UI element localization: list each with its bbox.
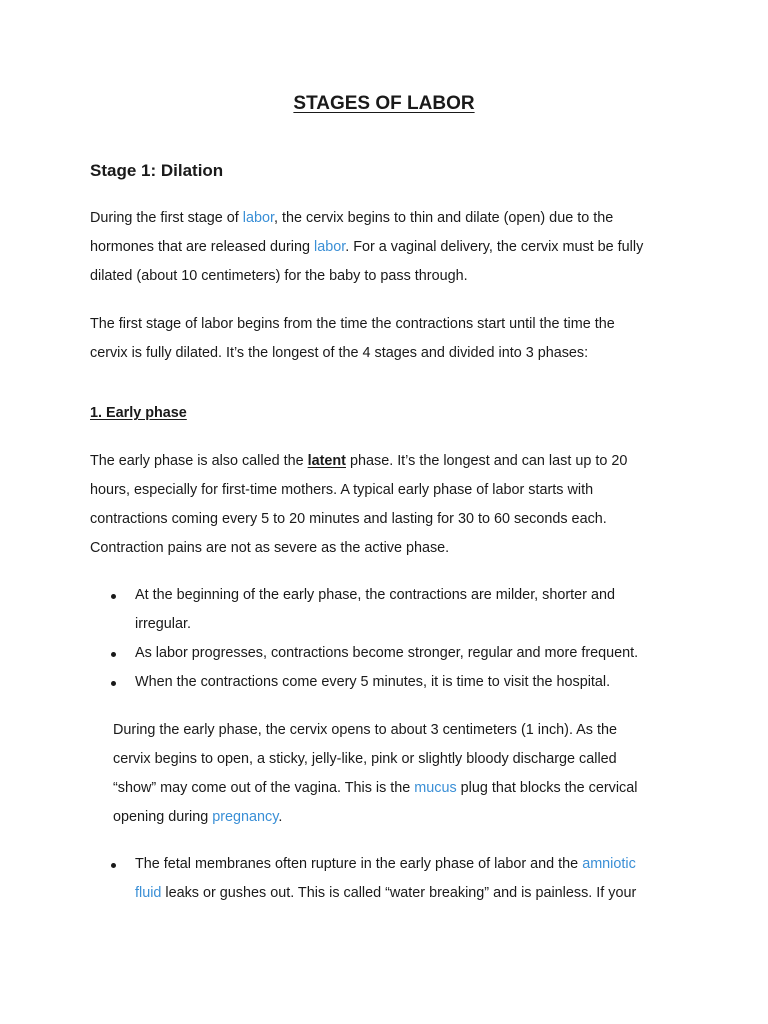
fluid-link[interactable]: fluid	[135, 885, 162, 901]
labor-link[interactable]: labor	[242, 210, 274, 226]
text-line: The fetal membranes often rupture in the early phase of labor and the amniotic	[135, 856, 636, 872]
bullet-icon	[111, 594, 116, 599]
bullet-icon	[111, 681, 116, 686]
page-title: STAGES OF LABOR	[293, 93, 475, 114]
list-item	[135, 668, 610, 697]
text-line: opening during pregnancy.	[113, 809, 283, 825]
text-line: “show” may come out of the vagina. This is the mucus plug that blocks the cervical	[113, 780, 638, 796]
text-line: At the beginning of the early phase, the contractions are milder, shorter and	[135, 587, 615, 603]
text-line: cervix is fully dilated. It’s the longest of the 4 stages and divided into 3 phases:	[90, 345, 589, 361]
stage-heading: Stage 1: Dilation	[90, 161, 224, 180]
latent-term: latent	[307, 453, 346, 469]
text-line: dilated (about 10 centimeters) for the baby to pass through.	[90, 268, 468, 284]
text-line: contractions coming every 5 to 20 minutes and lasting for 30 to 60 seconds each.	[90, 511, 607, 527]
paragraph-dilation-intro	[90, 204, 643, 291]
text-line: When the contractions come every 5 minutes, it is time to visit the hospital.	[135, 674, 611, 690]
text-line: hours, especially for first-time mothers. A typical early phase of labor starts with	[90, 482, 594, 498]
text-line: The early phase is also called the latent phase. It’s the longest and can last up to 20	[90, 453, 628, 469]
list-item	[135, 639, 638, 668]
text-line: Contraction pains are not as severe as the active phase.	[90, 540, 450, 556]
paragraph-first-stage	[90, 310, 615, 368]
text-line: The first stage of labor begins from the time the contractions start until the time the	[90, 316, 615, 332]
amniotic-link[interactable]: amniotic	[582, 856, 636, 872]
paragraph-early-phase	[90, 447, 627, 563]
text-line: During the early phase, the cervix opens to about 3 centimeters (1 inch). As the	[113, 722, 617, 738]
bullet-icon	[111, 652, 116, 657]
text-line: cervix begins to open, a sticky, jelly-like, pink or slightly bloody discharge called	[113, 751, 617, 767]
early-phase-heading: 1. Early phase	[90, 405, 187, 421]
text-line: During the first stage of labor, the cervix begins to thin and dilate (open) due to the	[90, 210, 614, 226]
text-line: irregular.	[135, 616, 191, 632]
list-item	[135, 581, 615, 639]
text-line: As labor progresses, contractions become stronger, regular and more frequent.	[135, 645, 639, 661]
pregnancy-link[interactable]: pregnancy	[212, 809, 279, 825]
mucus-link[interactable]: mucus	[414, 780, 457, 796]
text-line: hormones that are released during labor. For a vaginal delivery, the cervix must be fully	[90, 239, 644, 255]
paragraph-cervix-opening	[113, 716, 637, 832]
labor-link[interactable]: labor	[314, 239, 346, 255]
text-line: fluid leaks or gushes out. This is called “water breaking” and is painless. If your	[135, 885, 637, 901]
bullet-icon	[111, 863, 116, 868]
list-item	[135, 850, 636, 908]
